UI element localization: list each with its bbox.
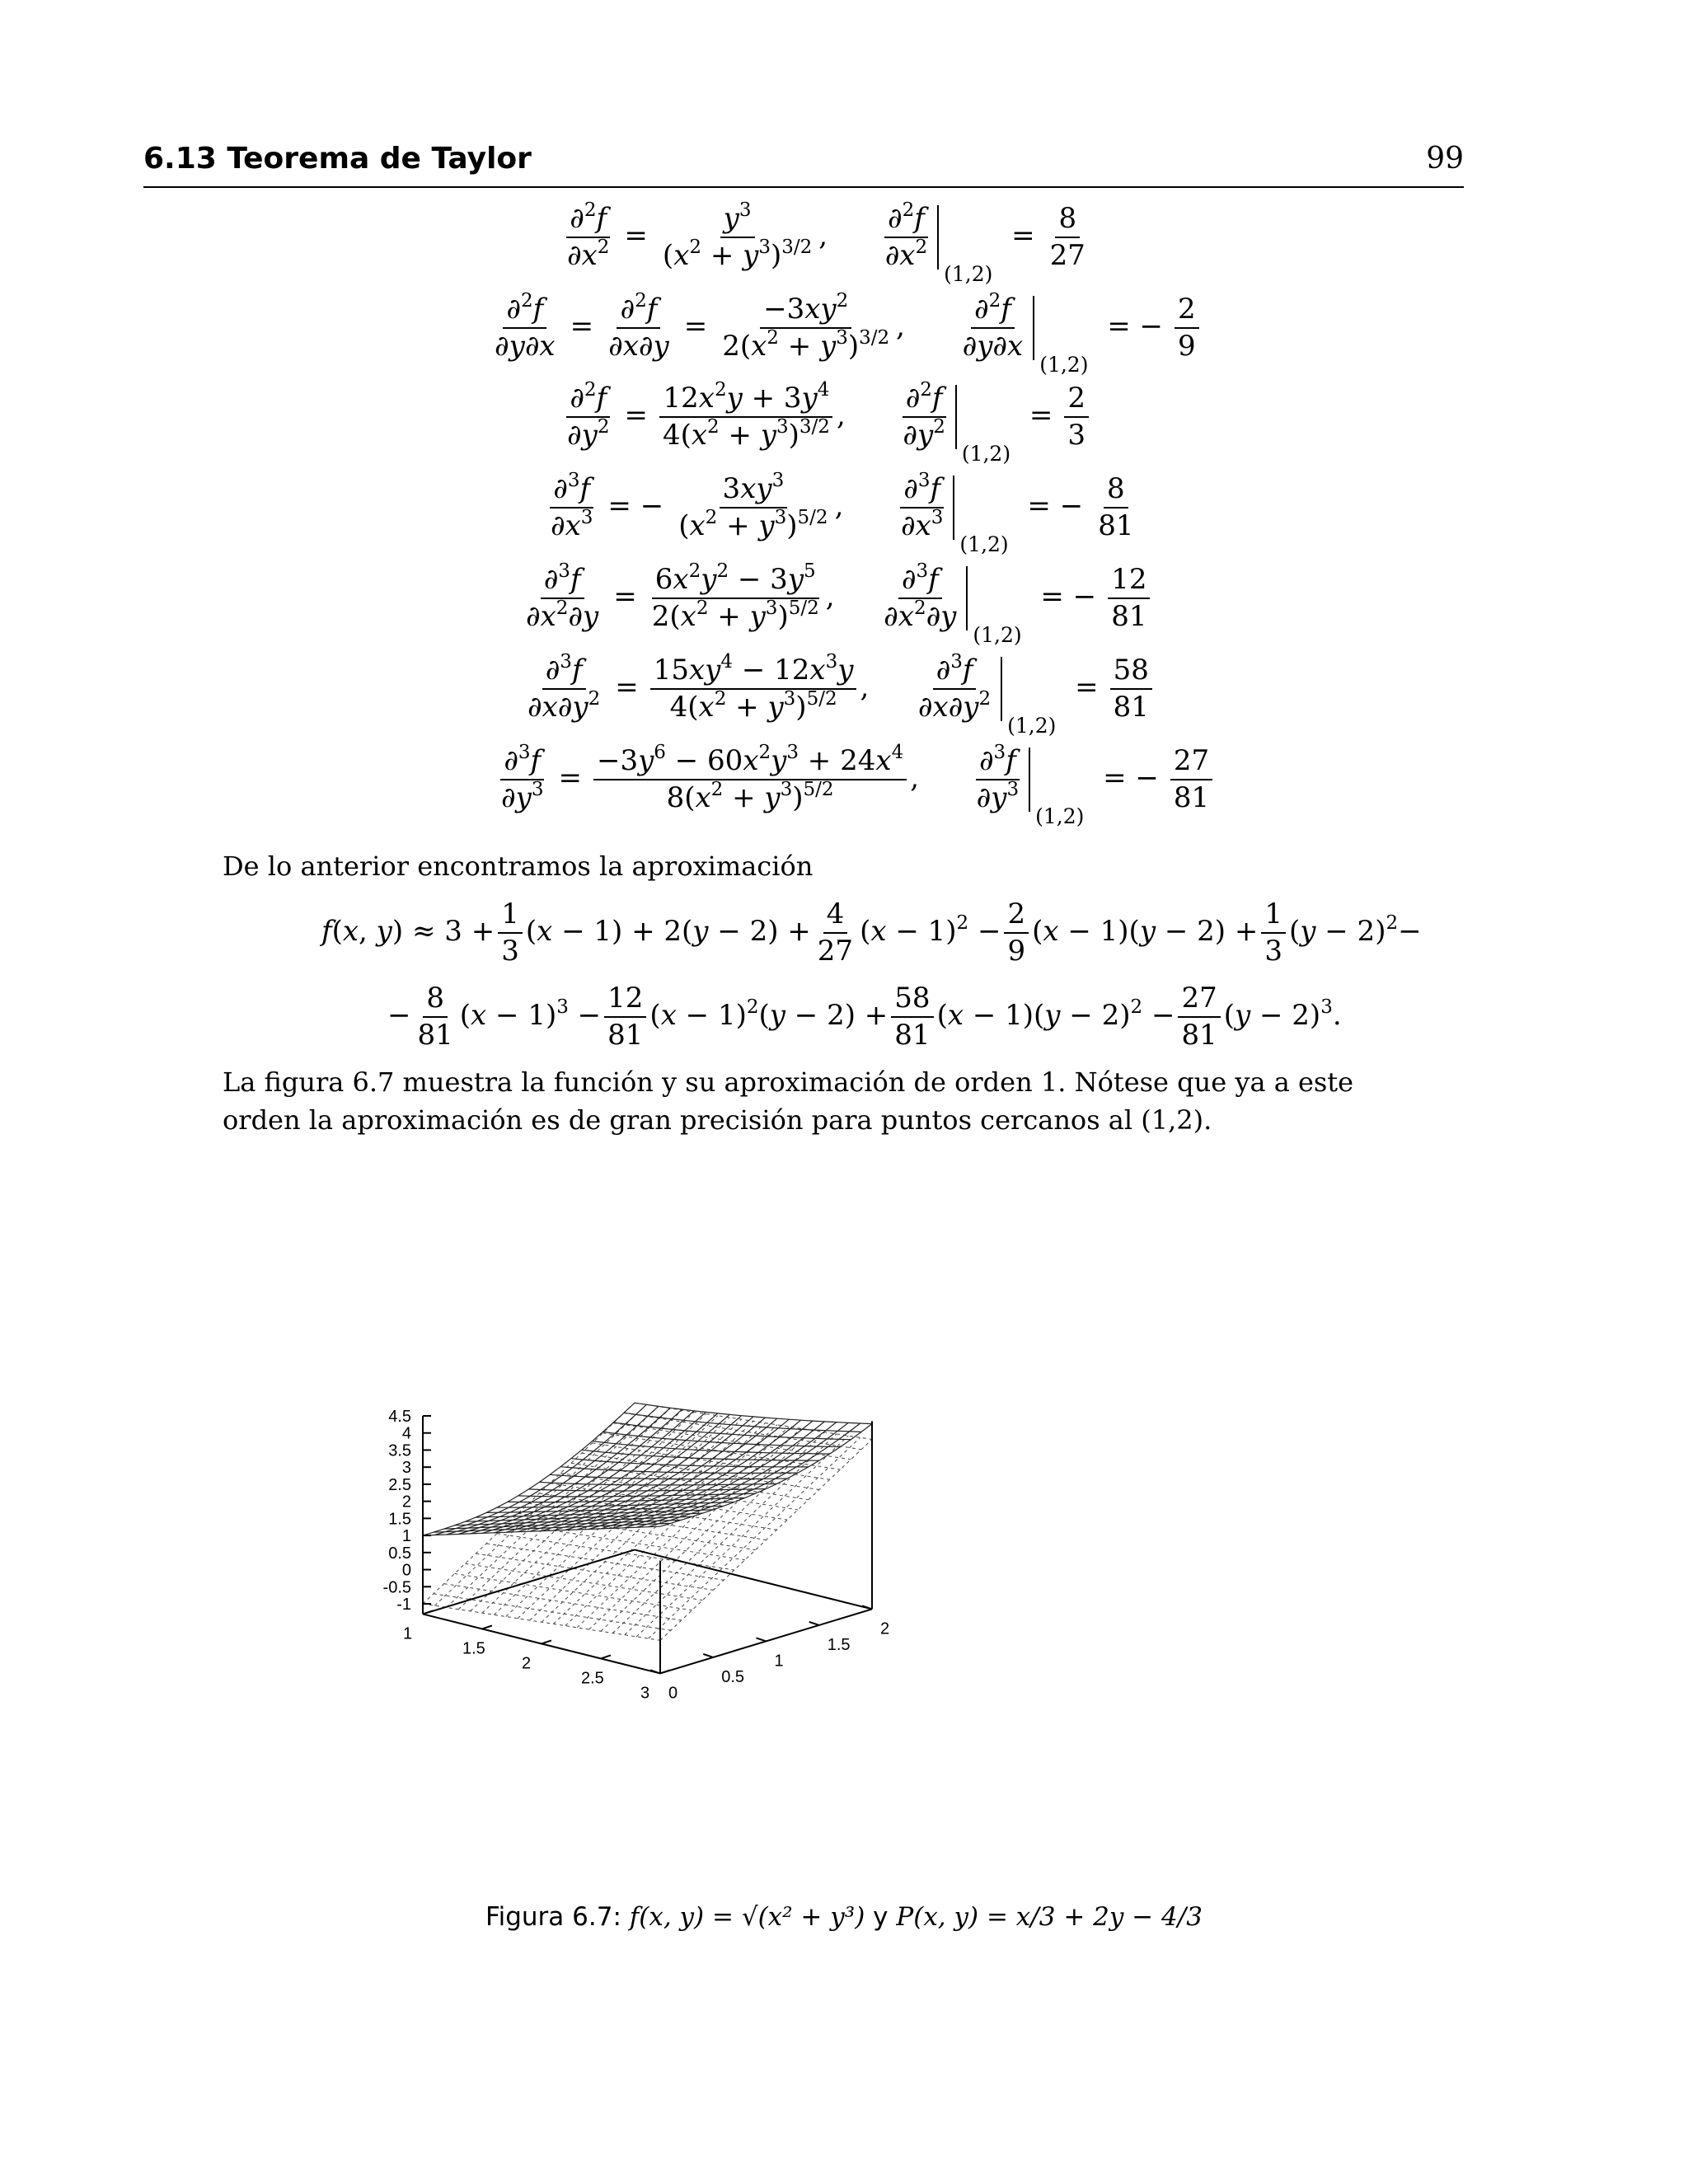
x-tick-label: 1 (403, 1624, 413, 1643)
z-tick-label: 3 (401, 1459, 411, 1478)
y-tick-label: 0 (668, 1684, 678, 1703)
caption-function: f(x, y) = √(x² + y³) (629, 1902, 865, 1932)
equation-fxyy: $\frac{\partial^3f}{\partial x\partial y^2}$ = $\frac{15xy^4 - 12x^3y}{4(x^2 + y^3)^{5/2}}$ , $\frac{\partial^3f}{\partial x\partial y^2}$ (1,2) = $\frac{58}{81}$ (521, 654, 1156, 724)
z-tick-label: 1 (401, 1527, 411, 1546)
caption-conjunction: y (873, 1902, 889, 1932)
y-tick-label: 1.5 (827, 1635, 851, 1654)
x-axis-tick-labels (403, 1624, 649, 1702)
eval-point: (1,2) (973, 623, 1022, 648)
x-tick (660, 1670, 670, 1673)
section-title: 6.13 Teorema de Taylor (143, 142, 532, 176)
z-tick-label: 3.5 (388, 1441, 411, 1460)
running-header (143, 140, 1464, 188)
z-tick-label: 4 (401, 1424, 411, 1443)
caption-polynomial: P(x, y) = x/3 + 2y − 4/3 (896, 1902, 1203, 1932)
approximation-line-2: − $\frac{8}{81}$ $(x - 1)^3$ − $\frac{12}{81}$ $(x - 1)^2(y - 2)$ + $\frac{58}{81}$ $(x - 1)(y - 2)^2$ − $\frac{27}{81}$ $(y - 2)^3$. (387, 982, 1342, 1052)
x-tick-label: 3 (640, 1684, 650, 1703)
eval-point: (1,2) (1007, 714, 1057, 738)
y-tick-label: 2 (880, 1619, 890, 1638)
approximation-plane-line (649, 1437, 860, 1638)
approximation-line-1: f(x, y) ≈ 3 + $\frac{1}{3}$ (x − 1) + 2(y − 2) + $\frac{4}{27}$ $(x - 1)^2$ − $\frac{2}{9}$ (x − 1)(y − 2) + $\frac{1}{3}$ $(y - 2)^2-$ (321, 898, 1422, 968)
x-tick-label: 1.5 (462, 1639, 485, 1658)
z-tick-label: 1.5 (388, 1510, 411, 1529)
y-tick (703, 1654, 713, 1657)
z-tick-label: 4.5 (388, 1408, 411, 1426)
eval-point: (1,2) (944, 262, 993, 287)
figure-description-paragraph: La figura 6.7 muestra la función y su aproximación de orden 1. Nótese que ya a este orden la aproximación es de gran precisión para puntos cercanos al (1,2). (223, 1066, 1354, 1136)
equation-fyy: $\frac{\partial^2f}{\partial y^2}$ = $\frac{12x^2y + 3y^4}{4(x^2 + y^3)^{3/2}}$ , $\frac{\partial^2f}{\partial y^2}$ (1,2) = $\frac{2}{3}$ (560, 382, 1092, 452)
z-tick-label: 2 (401, 1493, 411, 1511)
eval-point: (1,2) (961, 442, 1011, 466)
caption-label: Figura 6.7: (485, 1902, 621, 1932)
eval-point: (1,2) (1039, 353, 1089, 377)
x-tick (423, 1610, 433, 1614)
surface-plot (363, 1277, 1187, 1788)
z-axis-tick-labels (383, 1408, 411, 1614)
equation-fxxy: $\frac{\partial^3f}{\partial x^2\partial y}$ = $\frac{6x^2y^2 - 3y^5}{2(x^2 + y^3)^{5/2}}$ , $\frac{\partial^3f}{\partial x^2\partial y}$ (1,2) = − $\frac{12}{81}$ (519, 564, 1153, 633)
y-tick-label: 1 (774, 1652, 784, 1671)
eval-point: (1,2) (959, 532, 1009, 557)
z-tick-label: 0 (401, 1561, 411, 1580)
function-surface-line (603, 1432, 840, 1446)
equation-fxx: $\frac{\partial^2f}{\partial x^2}$ = $\frac{y^3}{(x^2 + y^3)^{3/2}}$ , $\frac{\partial^2f}{\partial x^2}$ (1,2) = $\frac{8}{27}$ (567, 199, 1085, 287)
z-tick-label: -0.5 (382, 1578, 411, 1597)
y-tick (809, 1622, 819, 1625)
z-tick-label: -1 (396, 1596, 411, 1614)
figure-caption (0, 1902, 1688, 1932)
approximation-plane-line (434, 1404, 646, 1605)
back-edge (423, 1549, 635, 1614)
back-edge-right (635, 1549, 872, 1609)
z-tick-label: 2.5 (388, 1475, 411, 1494)
x-tick-label: 2.5 (581, 1669, 604, 1688)
y-tick-label: 0.5 (721, 1667, 745, 1686)
z-tick-label: 0.5 (388, 1544, 411, 1563)
eval-point: (1,2) (1035, 804, 1085, 829)
function-surface-grid (423, 1403, 872, 1535)
x-tick (482, 1625, 492, 1629)
x-tick (542, 1640, 551, 1643)
x-tick (601, 1655, 611, 1658)
equation-fyyy: $\frac{\partial^3f}{\partial y^3}$ = $\frac{-3y^6 - 60x^2y^3 + 24x^4}{8(x^2 + y^3)^{5/2}}$ , $\frac{\partial^3f}{\partial y^3}$ (1,2) = − $\frac{27}{81}$ (495, 745, 1216, 814)
equation-fxxx: $\frac{\partial^3f}{\partial x^3}$ = − $\frac{3xy^3}{(x^2 + y^3)^{5/2}}$ , $\frac{\partial^3f}{\partial x^3}$ (1,2) = − $\frac{8}{81}$ (551, 470, 1134, 557)
page-number: 99 (1426, 142, 1464, 176)
intro-text: De lo anterior encontramos la aproximación (223, 851, 814, 882)
y-tick (757, 1638, 767, 1641)
x-tick-label: 2 (522, 1654, 532, 1673)
equation-fyx: $\frac{\partial^2f}{\partial y\partial x}$ = $\frac{\partial^2f}{\partial x\partial y}$ = $\frac{-3xy^2}{2(x^2 + y^3)^{3/2}}$ , $\frac{\partial^2f}{\partial y\partial x}$ (1,2) = − $\frac{2}{9}$ (488, 293, 1203, 363)
